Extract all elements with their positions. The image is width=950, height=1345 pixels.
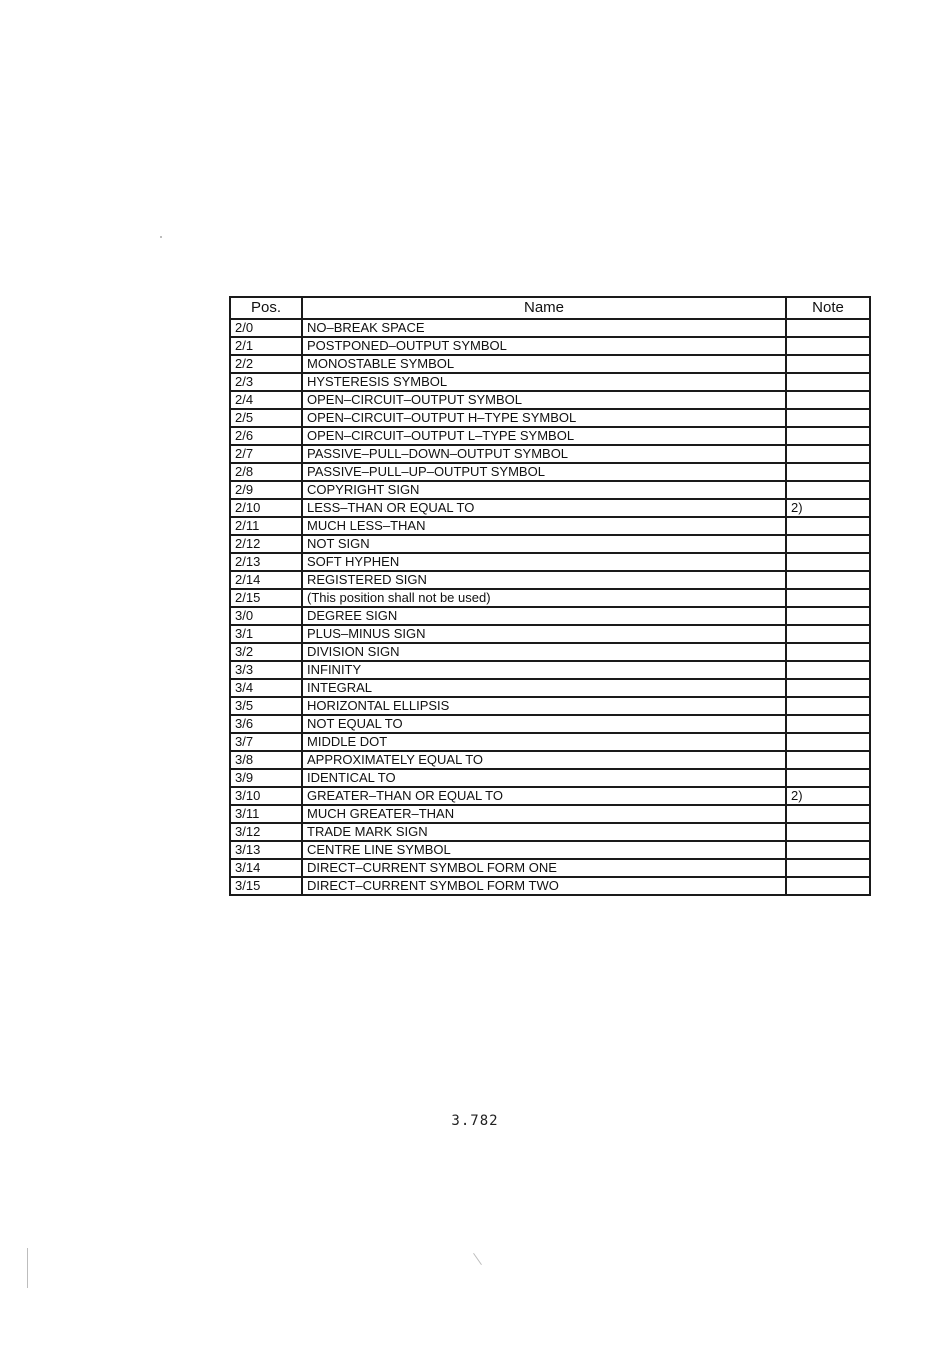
- cell-note: [786, 409, 870, 427]
- table-row: [230, 733, 870, 751]
- table-row: [230, 625, 870, 643]
- cell-note: [786, 733, 870, 751]
- cell-pos: 3/8: [230, 751, 302, 769]
- cell-note: [786, 481, 870, 499]
- cell-pos: 2/9: [230, 481, 302, 499]
- cell-name: APPROXIMATELY EQUAL TO: [302, 751, 786, 769]
- cell-name: COPYRIGHT SIGN: [302, 481, 786, 499]
- cell-pos: 2/7: [230, 445, 302, 463]
- cell-note: [786, 877, 870, 895]
- cell-pos: 3/12: [230, 823, 302, 841]
- cell-name: OPEN–CIRCUIT–OUTPUT L–TYPE SYMBOL: [302, 427, 786, 445]
- cell-name: LESS–THAN OR EQUAL TO: [302, 499, 786, 517]
- cell-pos: 3/2: [230, 643, 302, 661]
- cell-pos: 3/6: [230, 715, 302, 733]
- cell-name: NOT SIGN: [302, 535, 786, 553]
- cell-note: [786, 373, 870, 391]
- cell-pos: 2/15: [230, 589, 302, 607]
- cell-name: PASSIVE–PULL–UP–OUTPUT SYMBOL: [302, 463, 786, 481]
- table-row: [230, 679, 870, 697]
- cell-note: [786, 571, 870, 589]
- cell-note: [786, 589, 870, 607]
- table-row: [230, 859, 870, 877]
- scan-speck: [473, 1253, 482, 1265]
- cell-name: DIRECT–CURRENT SYMBOL FORM TWO: [302, 877, 786, 895]
- cell-note: [786, 697, 870, 715]
- cell-name: GREATER–THAN OR EQUAL TO: [302, 787, 786, 805]
- cell-note: [786, 517, 870, 535]
- table-row: [230, 751, 870, 769]
- table-row: [230, 787, 870, 805]
- table-row: [230, 355, 870, 373]
- cell-note: [786, 769, 870, 787]
- cell-pos: 2/4: [230, 391, 302, 409]
- cell-name: TRADE MARK SIGN: [302, 823, 786, 841]
- character-table-container: [229, 296, 869, 896]
- cell-name: (This position shall not be used): [302, 589, 786, 607]
- cell-pos: 2/14: [230, 571, 302, 589]
- cell-name: REGISTERED SIGN: [302, 571, 786, 589]
- cell-name: MUCH GREATER–THAN: [302, 805, 786, 823]
- cell-name: DEGREE SIGN: [302, 607, 786, 625]
- cell-name: DIVISION SIGN: [302, 643, 786, 661]
- cell-note: [786, 391, 870, 409]
- cell-name: MIDDLE DOT: [302, 733, 786, 751]
- cell-pos: 2/1: [230, 337, 302, 355]
- header-row: [230, 297, 870, 319]
- table-row: [230, 409, 870, 427]
- cell-name: OPEN–CIRCUIT–OUTPUT SYMBOL: [302, 391, 786, 409]
- cell-name: SOFT HYPHEN: [302, 553, 786, 571]
- cell-pos: 3/7: [230, 733, 302, 751]
- cell-pos: 3/0: [230, 607, 302, 625]
- cell-pos: 2/12: [230, 535, 302, 553]
- cell-note: [786, 715, 870, 733]
- cell-pos: 2/2: [230, 355, 302, 373]
- header-pos: Pos.: [230, 297, 302, 319]
- cell-note: [786, 355, 870, 373]
- cell-note: [786, 643, 870, 661]
- cell-note: [786, 553, 870, 571]
- cell-name: CENTRE LINE SYMBOL: [302, 841, 786, 859]
- cell-pos: 3/4: [230, 679, 302, 697]
- cell-note: [786, 607, 870, 625]
- table-row: [230, 643, 870, 661]
- cell-pos: 2/5: [230, 409, 302, 427]
- table-row: [230, 769, 870, 787]
- table-row: [230, 373, 870, 391]
- table-row: [230, 715, 870, 733]
- cell-name: PASSIVE–PULL–DOWN–OUTPUT SYMBOL: [302, 445, 786, 463]
- cell-note: [786, 445, 870, 463]
- table-row: [230, 445, 870, 463]
- table-row: [230, 463, 870, 481]
- cell-note: [786, 823, 870, 841]
- table-row: [230, 589, 870, 607]
- header-name: Name: [302, 297, 786, 319]
- table-row: [230, 337, 870, 355]
- table-row: [230, 535, 870, 553]
- table-row: [230, 571, 870, 589]
- table-row: [230, 319, 870, 337]
- cell-pos: 2/8: [230, 463, 302, 481]
- cell-name: INTEGRAL: [302, 679, 786, 697]
- header-note: Note: [786, 297, 870, 319]
- cell-note: [786, 625, 870, 643]
- cell-pos: 3/14: [230, 859, 302, 877]
- cell-note: [786, 805, 870, 823]
- cell-name: OPEN–CIRCUIT–OUTPUT H–TYPE SYMBOL: [302, 409, 786, 427]
- cell-pos: 3/10: [230, 787, 302, 805]
- cell-note: [786, 463, 870, 481]
- cell-name: POSTPONED–OUTPUT SYMBOL: [302, 337, 786, 355]
- table-row: [230, 877, 870, 895]
- cell-note: [786, 337, 870, 355]
- table-row: [230, 607, 870, 625]
- cell-note: [786, 661, 870, 679]
- table-row: [230, 805, 870, 823]
- cell-pos: 3/3: [230, 661, 302, 679]
- cell-name: HYSTERESIS SYMBOL: [302, 373, 786, 391]
- table-row: [230, 823, 870, 841]
- cell-name: HORIZONTAL ELLIPSIS: [302, 697, 786, 715]
- table-row: [230, 553, 870, 571]
- table-header: [230, 297, 870, 319]
- cell-pos: 2/6: [230, 427, 302, 445]
- cell-pos: 3/13: [230, 841, 302, 859]
- cell-pos: 3/5: [230, 697, 302, 715]
- table-row: [230, 517, 870, 535]
- cell-name: IDENTICAL TO: [302, 769, 786, 787]
- cell-pos: 2/11: [230, 517, 302, 535]
- cell-name: NO–BREAK SPACE: [302, 319, 786, 337]
- table-row: [230, 697, 870, 715]
- cell-name: PLUS–MINUS SIGN: [302, 625, 786, 643]
- cell-name: NOT EQUAL TO: [302, 715, 786, 733]
- cell-note: [786, 859, 870, 877]
- cell-note: [786, 427, 870, 445]
- character-set-table: [229, 296, 871, 896]
- cell-name: MONOSTABLE SYMBOL: [302, 355, 786, 373]
- scan-speck: [27, 1248, 28, 1288]
- cell-pos: 2/10: [230, 499, 302, 517]
- cell-pos: 3/9: [230, 769, 302, 787]
- table-row: [230, 481, 870, 499]
- table-row: [230, 427, 870, 445]
- cell-pos: 2/13: [230, 553, 302, 571]
- cell-note: [786, 535, 870, 553]
- table-row: [230, 499, 870, 517]
- cell-note: [786, 751, 870, 769]
- cell-name: MUCH LESS–THAN: [302, 517, 786, 535]
- table-row: [230, 661, 870, 679]
- cell-name: DIRECT–CURRENT SYMBOL FORM ONE: [302, 859, 786, 877]
- cell-pos: 2/0: [230, 319, 302, 337]
- cell-pos: 3/15: [230, 877, 302, 895]
- table-body: [230, 319, 870, 895]
- cell-pos: 2/3: [230, 373, 302, 391]
- cell-pos: 3/11: [230, 805, 302, 823]
- cell-note: [786, 319, 870, 337]
- cell-note: [786, 679, 870, 697]
- cell-note: 2): [786, 499, 870, 517]
- cell-name: INFINITY: [302, 661, 786, 679]
- cell-pos: 3/1: [230, 625, 302, 643]
- page-number: 3.782: [451, 1113, 499, 1129]
- scan-speck: [160, 236, 162, 238]
- table-row: [230, 391, 870, 409]
- cell-note: 2): [786, 787, 870, 805]
- cell-note: [786, 841, 870, 859]
- table-row: [230, 841, 870, 859]
